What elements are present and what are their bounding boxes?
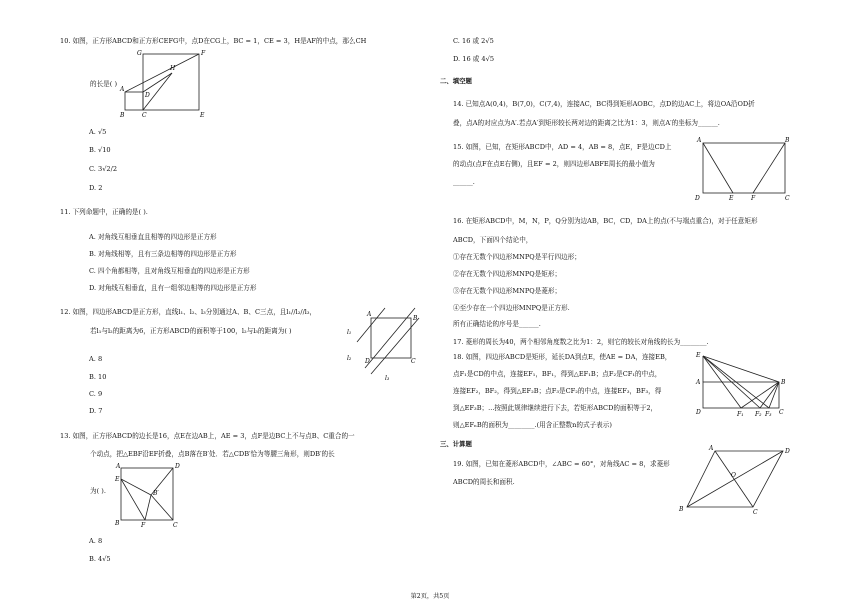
question-16-item-4: ④至少存在一个四边形MNPQ是正方形.	[453, 304, 570, 312]
fig15-label-D: D	[695, 195, 700, 202]
question-11-line-1: 11. 下列命题中，正确的是( ).	[60, 208, 148, 216]
fig15-label-C: C	[785, 195, 790, 202]
question-18-line-1: 18. 如图，四边形ABCD是矩形，延长DA到点E，使AE = DA，连接EB，	[453, 353, 672, 361]
fig19-label-D: D	[785, 448, 790, 455]
question-10-option-d: D. 2	[89, 184, 103, 192]
question-13-line-3: 为( ).	[90, 487, 106, 495]
fig15-label-F: F	[751, 195, 756, 202]
fig15-label-B: B	[785, 137, 790, 144]
question-10-line-2: 的长是( )	[90, 80, 118, 88]
fig18-label-E: E	[696, 352, 701, 359]
question-11-option-a: A. 对角线互相垂直且相等的四边形是正方形	[89, 233, 217, 241]
question-18-line-2: 点F₁是CD的中点，连接EF₁，BF₁，得到△EF₁B；点F₂是CF₁的中点，	[453, 370, 662, 378]
section-calculation-heading: 三、计算题	[440, 440, 472, 448]
page-footer: 第2页，共5页	[410, 593, 450, 600]
fig12-label-A: A	[367, 311, 372, 318]
fig10-label-C: C	[142, 112, 147, 119]
fig19-label-O: O	[731, 472, 736, 479]
question-16-item-2: ②存在无数个四边形MNPQ是矩形；	[453, 270, 562, 278]
question-15-line-1: 15. 如图，已知，在矩形ABCD中，AD = 4，AB = 8，点E，F是边CD上	[453, 143, 672, 151]
fig12-label-B: B	[413, 315, 418, 322]
fig18-label-B: B	[781, 379, 786, 386]
fig13-label-F: F	[141, 522, 146, 529]
question-19-line-2: ABCD的周长和面积.	[453, 478, 515, 486]
question-12-option-b: B. 10	[89, 373, 107, 381]
question-12-option-a: A. 8	[89, 355, 103, 363]
fig13-label-D: D	[175, 463, 180, 470]
fig10-label-B: B	[120, 112, 125, 119]
section-fill-in-heading: 二、填空题	[440, 77, 472, 85]
fig19-label-B: B	[679, 506, 684, 513]
question-13-line-2: 个动点，把△EBF沿EF折叠，点B落在B′处．若△CDB′恰为等腰三角形，则DB′的长	[90, 450, 335, 458]
fig15-label-E: E	[729, 195, 734, 202]
question-15-figure	[695, 138, 795, 200]
question-18-line-4: 到△EF₃B；...按照此规律继续进行下去，若矩形ABCD的面积等于2，	[453, 404, 658, 412]
question-13-option-c: C. 16 或 2√5	[453, 37, 494, 45]
question-16-item-3: ③存在无数个四边形MNPQ是菱形；	[453, 287, 562, 295]
question-15-line-2: 的动点(点F在点E右侧)，且EF = 2，则四边形ABFE周长的最小值为	[453, 160, 655, 168]
fig12-label-l3: l₃	[385, 375, 390, 382]
fig15-label-A: A	[697, 137, 702, 144]
question-10-option-c: C. 3√2/2	[89, 165, 118, 173]
fig12-label-l2: l₂	[347, 355, 352, 362]
question-16-tail: 所有正确结论的序号是______.	[453, 320, 541, 328]
fig10-label-A: A	[120, 86, 125, 93]
question-13-line-1: 13. 如图，正方形ABCD的边长是16，点E在边AB上，AE = 3，点F是边BC上不与点B、C重合的一	[60, 432, 355, 440]
question-11-option-d: D. 对角线互相垂直，且有一组邻边相等的四边形是正方形	[89, 284, 257, 292]
fig13-label-A: A	[116, 463, 121, 470]
fig18-label-D: D	[696, 409, 701, 416]
fig12-label-D: D	[365, 358, 370, 365]
question-10-option-b: B. √10	[89, 146, 111, 154]
fig12-label-C: C	[411, 358, 416, 365]
fig18-label-A: A	[696, 379, 701, 386]
question-17: 17. 菱形的周长为40，两个相邻角度数之比为1：2，则它的较长对角线的长为________.	[453, 338, 709, 346]
question-10-line-1: 10. 如图，正方形ABCD和正方形CEFG中，点D在CG上，BC = 1，CE = 3，H是AF的中点，那么CH	[60, 37, 367, 45]
fig13-label-C: C	[173, 522, 178, 529]
question-13-figure	[115, 463, 185, 529]
question-12-option-c: C. 9	[89, 390, 103, 398]
fig19-label-A: A	[709, 445, 714, 452]
question-12-line-2: 若l₁与l₂的距离为6，正方形ABCD的面积等于100，l₂与l₃的距离为( )	[90, 327, 292, 335]
question-19-figure	[679, 445, 795, 516]
question-13-option-d: D. 16 或 4√5	[453, 55, 495, 63]
question-11-option-b: B. 对角线相等，且有三条边相等的四边形是正方形	[89, 250, 237, 258]
question-18-line-5: 则△EFₙB的面积为________.(用含正整数n的式子表示)	[453, 421, 612, 429]
question-10-figure	[120, 50, 250, 119]
fig10-label-D: D	[145, 92, 150, 99]
question-13-option-b: B. 4√5	[89, 555, 111, 563]
fig10-label-G: G	[137, 50, 142, 57]
fig13-label-E: E	[115, 476, 120, 483]
fig12-label-l1: l₁	[347, 329, 352, 336]
question-11-option-c: C. 四个角都相等，且对角线互相垂直的四边形是正方形	[89, 267, 250, 275]
question-12-option-d: D. 7	[89, 407, 103, 415]
fig18-label-F1: F₁	[737, 411, 744, 418]
question-12-line-1: 12. 如图，四边形ABCD是正方形，直线l₁、l₂、l₃分别通过A、B、C三点，且l₁//l₂//l₃，	[60, 308, 317, 316]
question-16-item-1: ①存在无数个四边形MNPQ是平行四边形；	[453, 253, 581, 261]
fig10-label-H: H	[170, 65, 176, 72]
question-10-option-a: A. √5	[89, 128, 107, 136]
fig13-label-Bprime: B′	[153, 490, 159, 497]
fig18-label-F3: F₃	[765, 411, 772, 418]
question-16-line-1: 16. 在矩形ABCD中，M，N，P，Q分别为边AB，BC，CD，DA上的点(不与端点重合)，对于任意矩形	[453, 217, 758, 225]
fig18-label-F2: F₂	[755, 411, 762, 418]
question-13-option-a: A. 8	[89, 537, 103, 545]
question-12-figure	[345, 308, 425, 380]
fig10-label-E: E	[200, 112, 205, 119]
question-14-line-1: 14. 已知点A(0,4)，B(7,0)，C(7,4)，连接AC，BC得到矩形AOBC，点D的边AC上，将边OA沿OD折	[453, 100, 755, 108]
question-16-line-2: ABCD，下面四个结论中，	[453, 236, 533, 244]
question-18-line-3: 连接EF₂，BF₂，得到△EF₂B；点F₃是CF₂的中点，连接EF₃，BF₃，得	[453, 387, 662, 395]
question-19-line-1: 19. 如图，已知在菱形ABCD中，∠ABC = 60°，对角线AC = 8，求菱形	[453, 460, 670, 468]
fig10-label-F: F	[201, 50, 206, 57]
fig13-label-B: B	[115, 520, 120, 527]
fig18-label-C: C	[779, 409, 784, 416]
question-15-line-3: ______.	[453, 178, 475, 186]
fig19-label-C: C	[753, 509, 758, 516]
question-18-figure	[695, 352, 795, 424]
question-14-line-2: 叠，点A的对应点为A′.若点A′到矩形较长两对边的距离之比为1：3，则点A′的坐标为______.	[453, 119, 720, 127]
